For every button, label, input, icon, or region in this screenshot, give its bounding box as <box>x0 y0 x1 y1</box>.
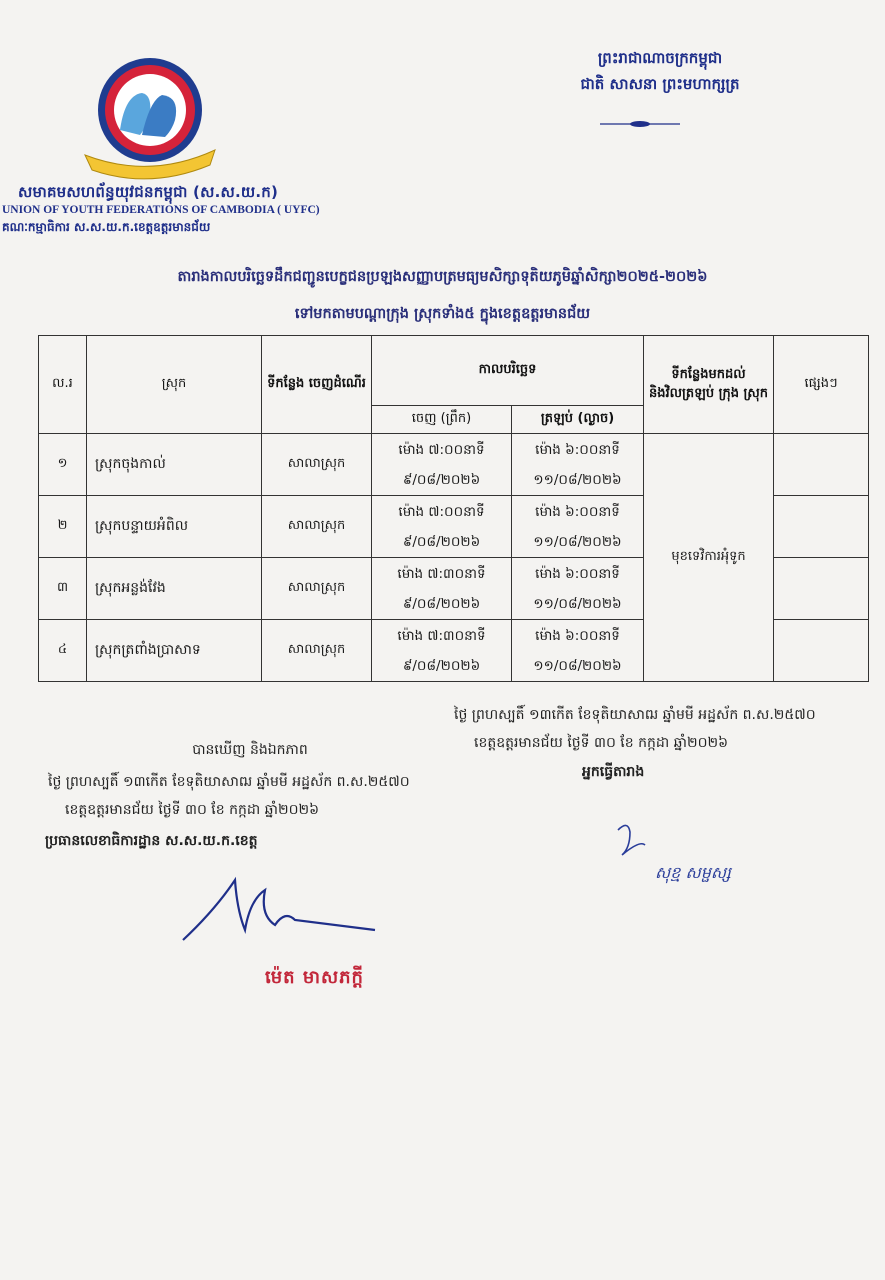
row-depart <box>372 620 512 682</box>
row-district: ស្រុកបន្ទាយអំពិល <box>87 496 262 558</box>
return-time: ម៉ោង ៦:០០នាទី <box>535 503 620 520</box>
row-district: ស្រុកអន្លង់វែង <box>87 558 262 620</box>
row-destination: មុខទេវិការអុំទូក <box>644 434 774 682</box>
row-other <box>774 620 869 682</box>
uyfc-logo <box>80 55 220 185</box>
table-row <box>39 434 869 496</box>
kingdom-motto <box>540 45 780 97</box>
issued-date: ខេត្តឧត្តរមានជ័យ ថ្ងៃទី ៣០ ខែ កក្កដា ឆ្នាំ២០២៦ <box>474 735 728 751</box>
approval-seen: បានឃើញ និងឯកភាព <box>192 742 308 758</box>
row-depart <box>372 434 512 496</box>
org-name-kh: សមាគមសហព័ន្ធយុវជនកម្ពុជា (ស.ស.យ.ក) <box>18 183 279 201</box>
header-destination: ទីកន្លែងមកដល់ និងវិលត្រឡប់ ក្រុង ស្រុក <box>644 336 774 434</box>
row-return <box>512 558 644 620</box>
schedule-table <box>38 335 869 682</box>
document-subtitle: ទៅមកតាមបណ្ដាក្រុង ស្រុកទាំង៥ ក្នុងខេត្តឧត្ដរមានជ័យ <box>294 306 591 322</box>
row-district: ស្រុកត្រពាំងប្រាសាទ <box>87 620 262 682</box>
maker-name: សុខ្ម សម្ផស្ស <box>655 863 731 882</box>
depart-time: ម៉ោង ៧:៣០នាទី <box>397 627 486 644</box>
row-other <box>774 496 869 558</box>
row-no: ១ <box>39 434 87 496</box>
return-time: ម៉ោង ៦:០០នាទី <box>535 627 620 644</box>
row-no: ៣ <box>39 558 87 620</box>
row-other <box>774 558 869 620</box>
header-no: ល.រ <box>39 336 87 434</box>
row-no: ៤ <box>39 620 87 682</box>
row-return <box>512 434 644 496</box>
document-title: តារាងកាលបរិច្ឆេទដឹកជញ្ជូនបេក្ខជនប្រឡងសញ្ញាបត្រមធ្យមសិក្សាទុតិយភូមិឆ្នាំសិក្សា២០២៥-២០២៦ <box>177 269 708 285</box>
row-depart <box>372 496 512 558</box>
header-district: ស្រុក <box>87 336 262 434</box>
return-time: ម៉ោង ៦:០០នាទី <box>535 565 620 582</box>
kingdom-line2: ជាតិ សាសនា ព្រះមហាក្សត្រ <box>580 75 740 93</box>
header-depart-place: ទីកន្លែង ចេញដំណើរ <box>262 336 372 434</box>
table-maker-label: អ្នកធ្វើតារាង <box>582 764 645 780</box>
approval-lunar-date: ថ្ងៃ ព្រហស្បតិ៍ ១៣កើត ខែទុតិយាសាឍ ឆ្នាំមមី អដ្ឋស័ក ព.ស.២៥៧០ <box>48 774 410 790</box>
depart-date: ៩/០៨/២០២៦ <box>402 533 481 550</box>
header-depart: ចេញ (ព្រឹក) <box>372 406 512 434</box>
row-depart <box>372 558 512 620</box>
row-place: សាលាស្រុក <box>262 620 372 682</box>
row-place: សាលាស្រុក <box>262 496 372 558</box>
return-date: ១១/០៨/២០២៦ <box>533 533 622 550</box>
issued-lunar-date: ថ្ងៃ ព្រហស្បតិ៍ ១៣កើត ខែទុតិយាសាឍ ឆ្នាំមមី អដ្ឋស័ក ព.ស.២៥៧០ <box>454 707 816 723</box>
ornament-divider <box>600 116 680 132</box>
row-place: សាលាស្រុក <box>262 558 372 620</box>
depart-date: ៩/០៨/២០២៦ <box>402 595 481 612</box>
return-date: ១១/០៨/២០២៦ <box>533 471 622 488</box>
maker-signature <box>600 810 800 900</box>
header-schedule: កាលបរិច្ឆេទ <box>372 336 644 406</box>
return-date: ១១/០៨/២០២៦ <box>533 657 622 674</box>
depart-date: ៩/០៨/២០២៦ <box>402 657 481 674</box>
org-name-en: UNION OF YOUTH FEDERATIONS OF CAMBODIA ( UYFC) <box>2 204 320 216</box>
return-time: ម៉ោង ៦:០០នាទី <box>535 441 620 458</box>
approval-date: ខេត្តឧត្តរមានជ័យ ថ្ងៃទី ៣០ ខែ កក្កដា ឆ្នាំ២០២៦ <box>65 802 319 818</box>
row-other <box>774 434 869 496</box>
row-district: ស្រុកចុងកាល់ <box>87 434 262 496</box>
row-return <box>512 620 644 682</box>
approval-chief-title: ប្រធានលេខាធិការដ្ឋាន ស.ស.យ.ក.ខេត្ត <box>45 833 258 849</box>
row-no: ២ <box>39 496 87 558</box>
depart-date: ៩/០៨/២០២៦ <box>402 471 481 488</box>
kingdom-line1: ព្រះរាជាណាចក្រកម្ពុជា <box>597 49 723 67</box>
org-committee: គណៈកម្មាធិការ ស.ស.យ.ក.ខេត្តឧត្ដរមានជ័យ <box>2 220 211 234</box>
return-date: ១១/០៨/២០២៦ <box>533 595 622 612</box>
header-return: ត្រឡប់ (ល្ងាច) <box>512 406 644 434</box>
header-other: ផ្សេងៗ <box>774 336 869 434</box>
depart-time: ម៉ោង ៧:០០នាទី <box>398 503 485 520</box>
row-return <box>512 496 644 558</box>
depart-time: ម៉ោង ៧:០០នាទី <box>398 441 485 458</box>
depart-time: ម៉ោង ៧:៣០នាទី <box>397 565 486 582</box>
row-place: សាលាស្រុក <box>262 434 372 496</box>
signer-name-stamp: ម៉េត មាសភក្ដី <box>265 967 364 988</box>
chief-signature <box>175 870 385 960</box>
